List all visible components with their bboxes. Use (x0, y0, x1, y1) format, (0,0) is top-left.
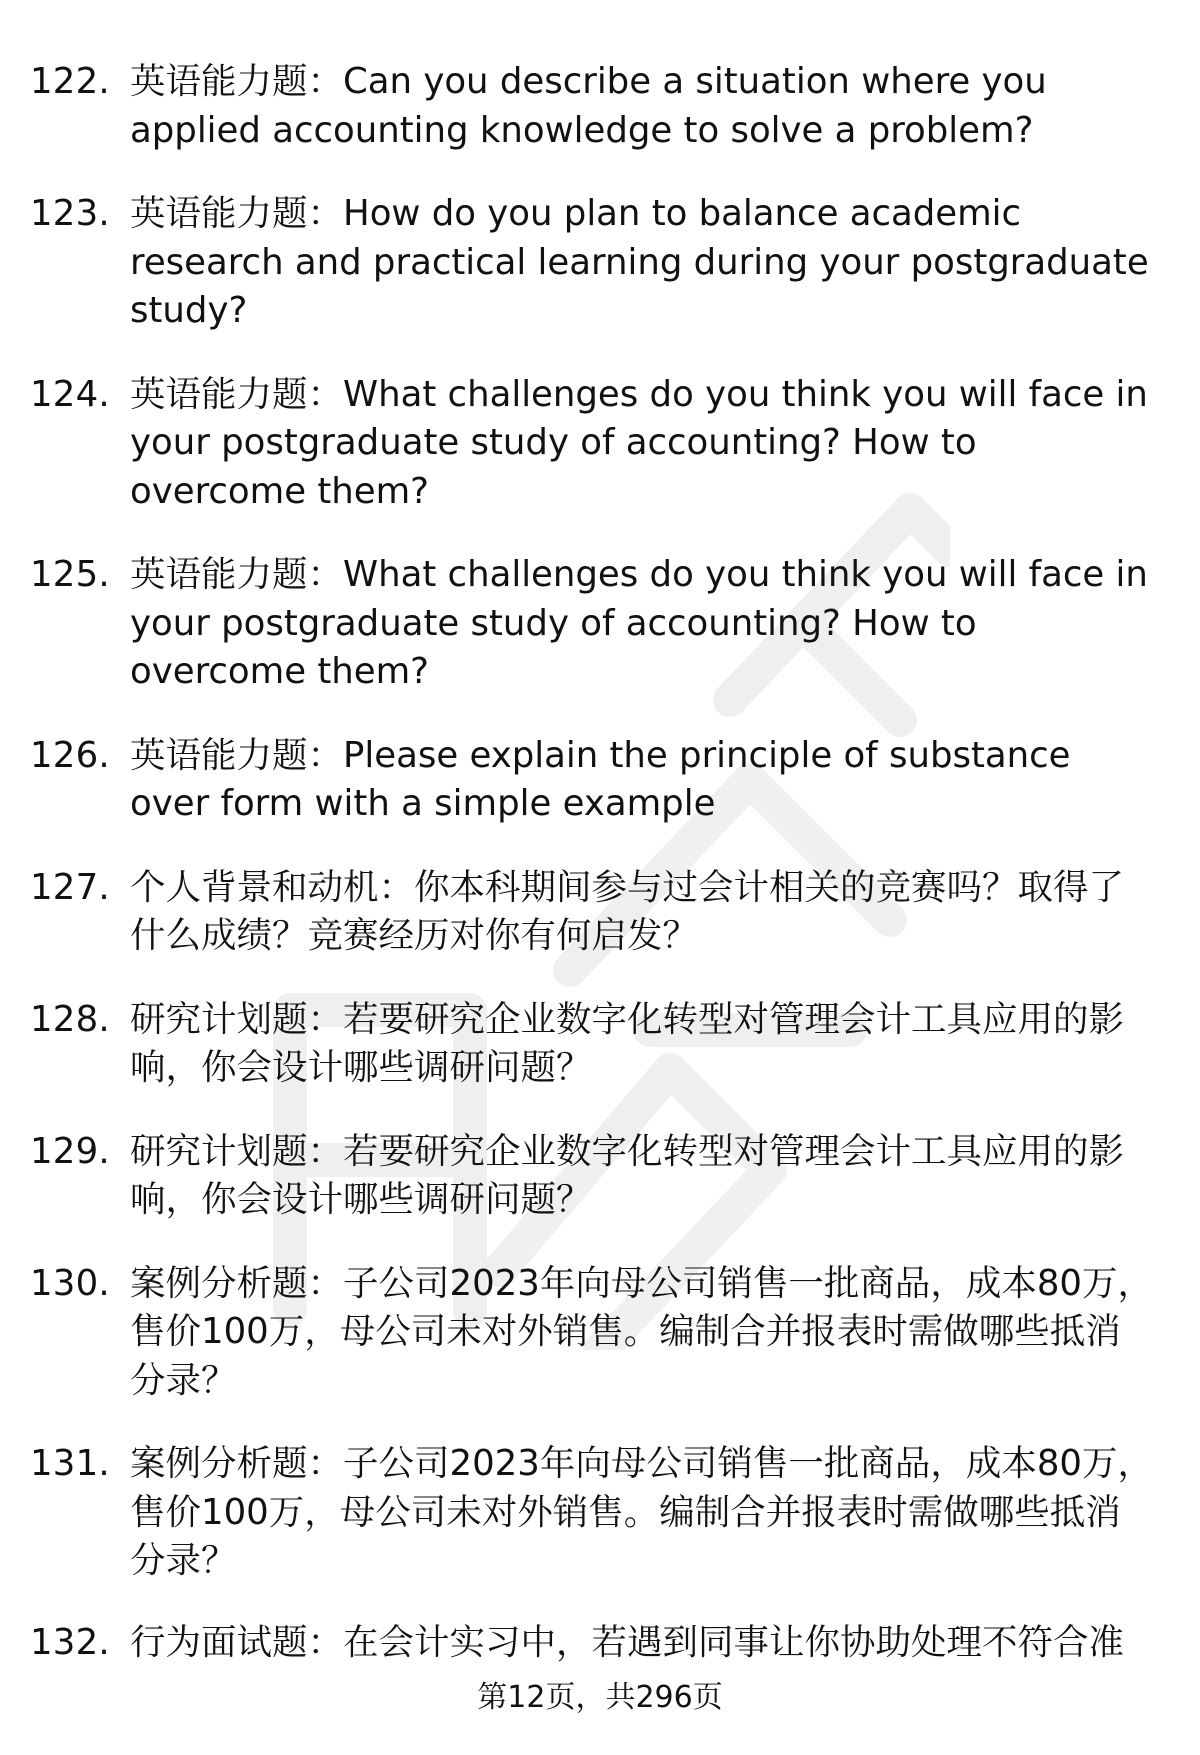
question-item (30, 864, 1160, 961)
question-number: 122. (30, 61, 110, 102)
question-number: 125. (30, 554, 110, 595)
question-text: 案例分析题：子公司2023年向母公司销售一批商品，成本80万，售价100万，母公司未对外销售。编制合并报表时需做哪些抵消分录？ (130, 1262, 1154, 1401)
question-text: 个人背景和动机：你本科期间参与过会计相关的竞赛吗？取得了什么成绩？竞赛经历对你有何启发？ (130, 866, 1125, 956)
question-item (30, 1128, 1160, 1225)
question-item (30, 732, 1160, 829)
question-number: 131. (30, 1443, 110, 1484)
question-text: 行为面试题：在会计实习中，若遇到同事让你协助处理不符合准 (130, 1621, 1125, 1663)
question-number: 127. (30, 866, 110, 908)
question-item (30, 1440, 1160, 1586)
question-number: 132. (30, 1621, 110, 1663)
question-item (30, 1619, 1160, 1668)
page-indicator: 第12页，共296页 (477, 1680, 723, 1715)
question-item (30, 371, 1160, 517)
question-text: 案例分析题：子公司2023年向母公司销售一批商品，成本80万，售价100万，母公司未对外销售。编制合并报表时需做哪些抵消分录？ (130, 1443, 1154, 1581)
question-text: 研究计划题：若要研究企业数字化转型对管理会计工具应用的影响，你会设计哪些调研问题？ (130, 1130, 1125, 1220)
question-number: 129. (30, 1130, 110, 1172)
question-list (30, 58, 1160, 1702)
question-number: 130. (30, 1262, 110, 1304)
question-text: 英语能力题：Can you describe a situation where you applied accounting knowledge to solve a problem? (130, 61, 1047, 151)
question-number: 126. (30, 734, 110, 776)
question-text: 英语能力题：Please explain the principle of substance over form with a simple example (130, 734, 1071, 824)
question-item (30, 190, 1160, 336)
question-text: 研究计划题：若要研究企业数字化转型对管理会计工具应用的影响，你会设计哪些调研问题？ (130, 998, 1125, 1088)
question-text: 英语能力题：What challenges do you think you will face in your postgraduate study of accounting? How to overcome them? (130, 554, 1148, 692)
question-number: 124. (30, 373, 110, 415)
question-item (30, 58, 1160, 155)
question-item (30, 996, 1160, 1093)
question-number: 128. (30, 998, 110, 1040)
question-text: 英语能力题：What challenges do you think you will face in your postgraduate study of accounting? How to overcome them? (130, 373, 1148, 512)
question-number: 123. (30, 193, 110, 234)
question-item (30, 551, 1160, 697)
question-text: 英语能力题：How do you plan to balance academic research and practical learning during your postgraduate study? (130, 193, 1149, 331)
question-item (30, 1260, 1160, 1406)
